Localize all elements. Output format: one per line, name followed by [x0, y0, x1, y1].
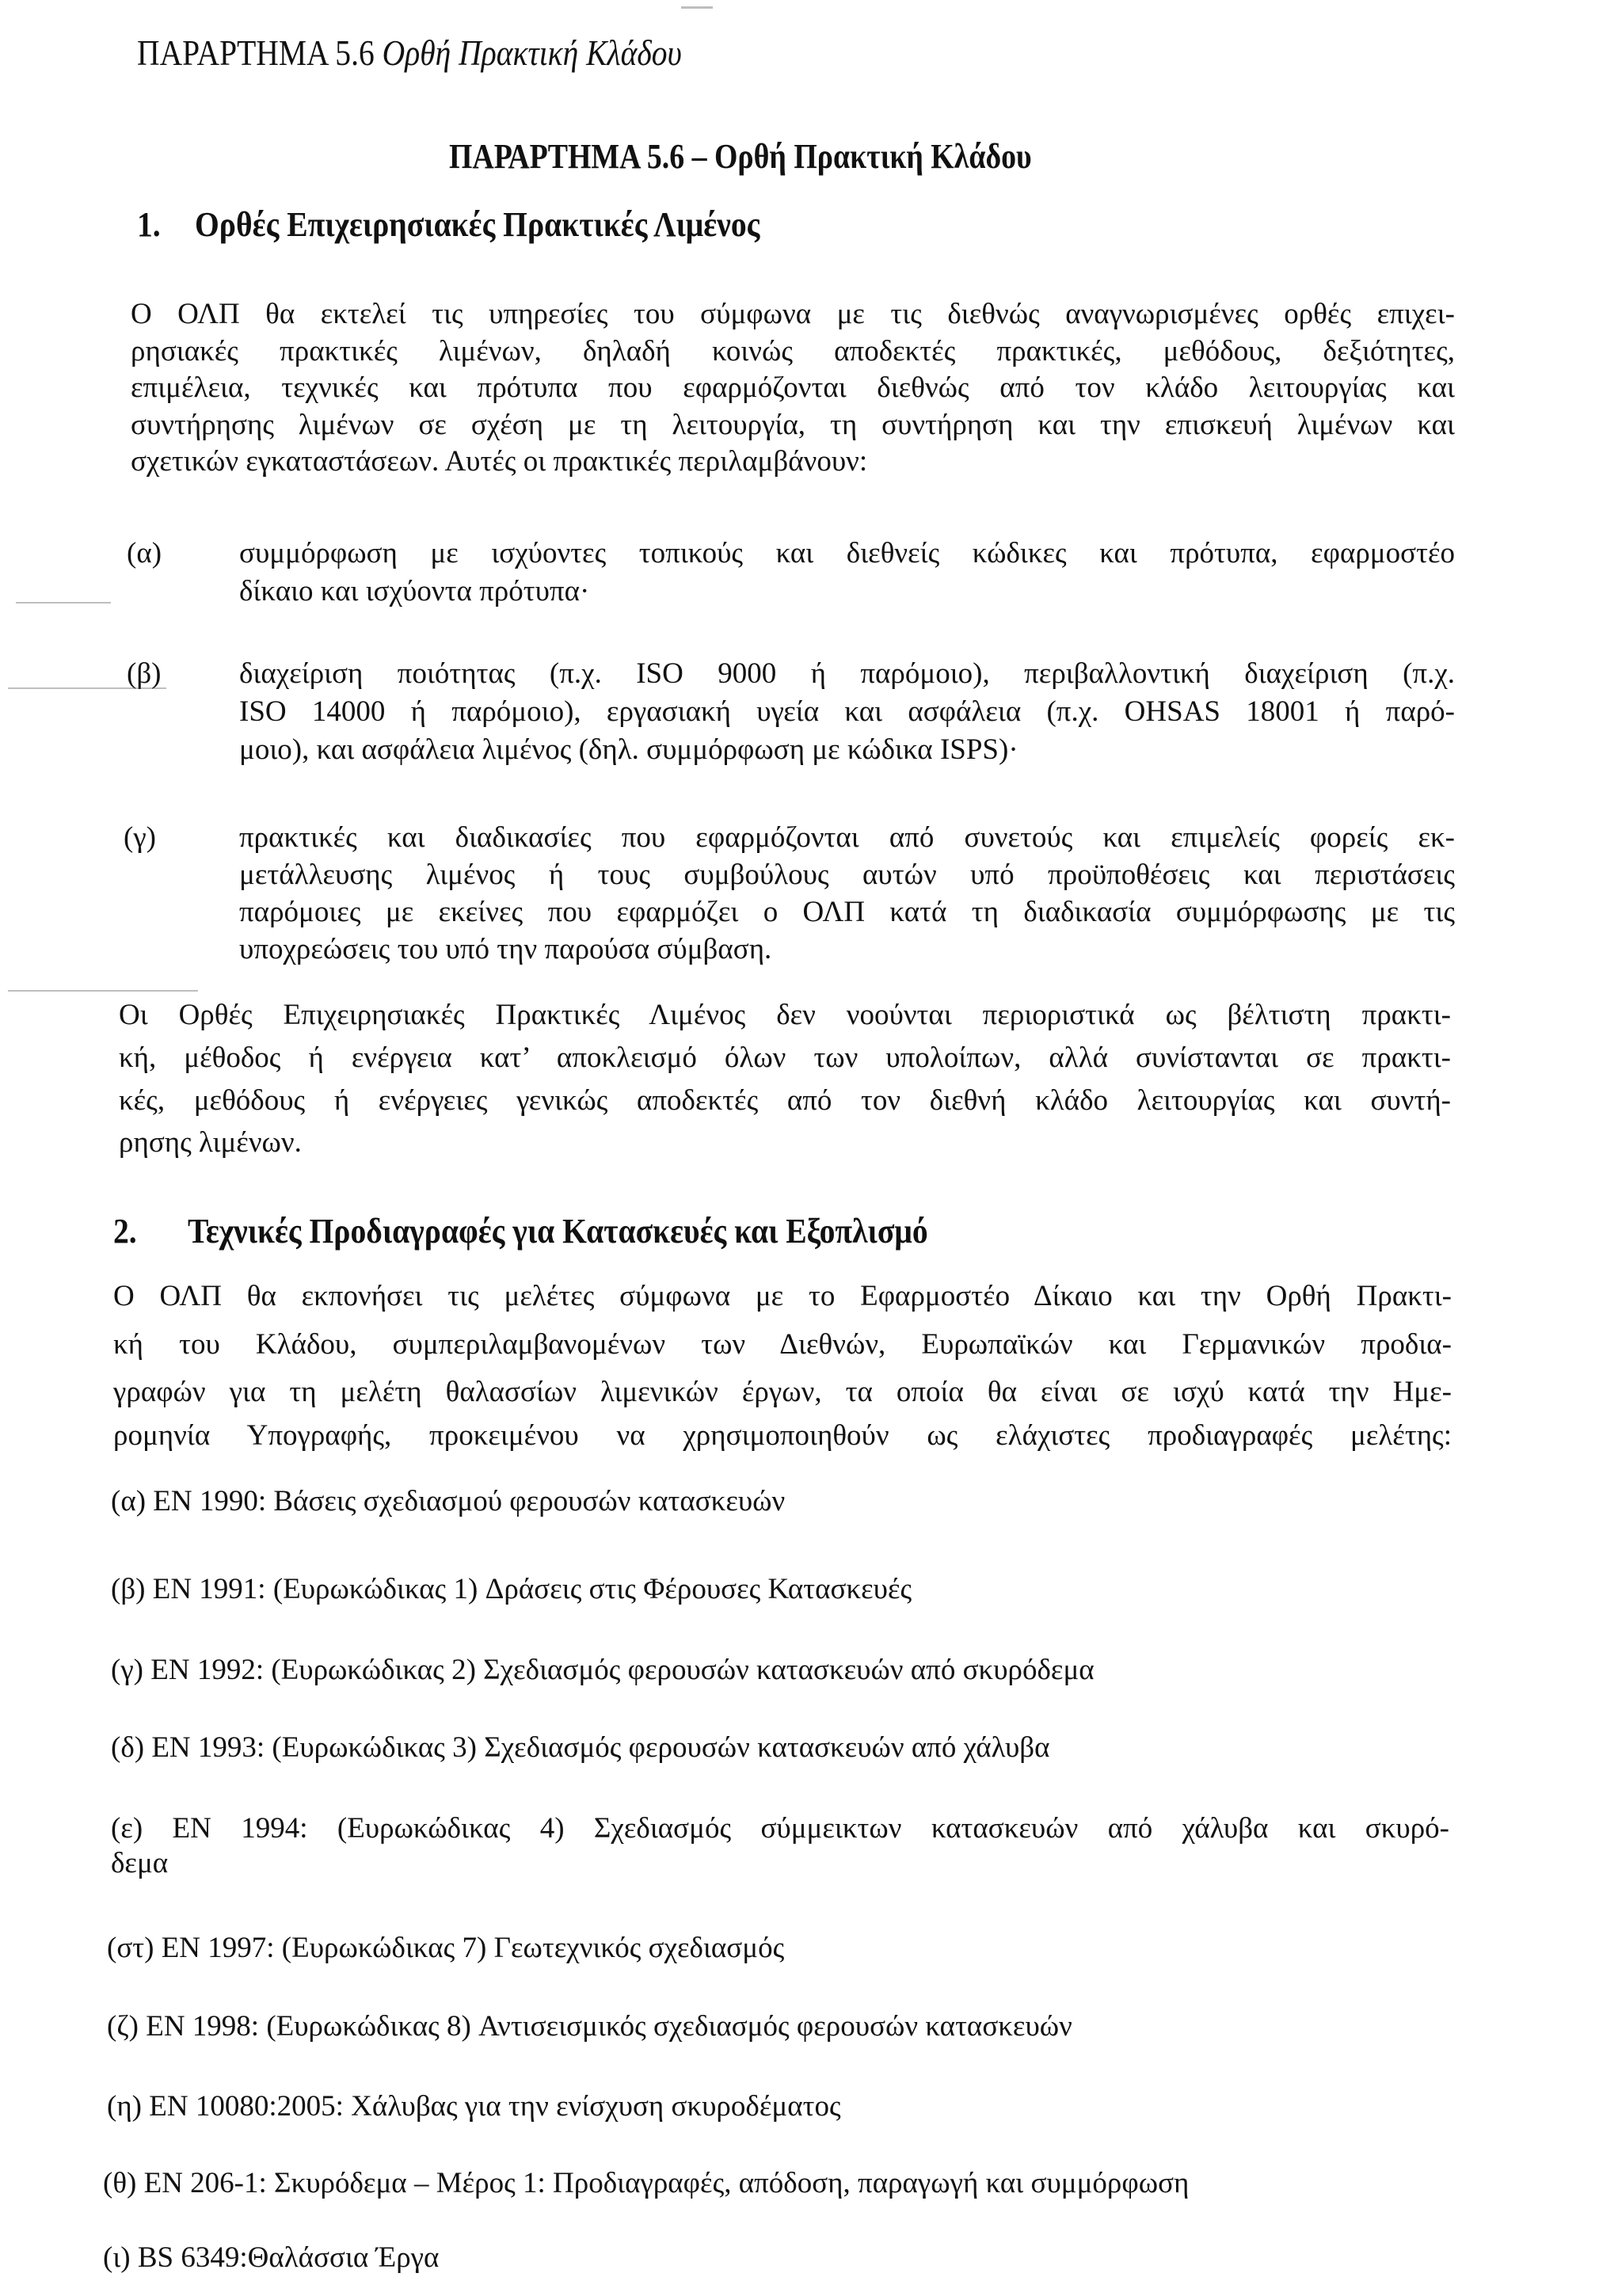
standard-item: (α) EN 1990: Βάσεις σχεδιασμού φερουσών κατασκευών: [111, 1485, 786, 1517]
paragraph-line: Οι Ορθές Επιχειρησιακές Πρακτικές Λιμένος δεν νοούνται περιοριστικά ως βέλτιστη πρακτι-: [119, 999, 1451, 1031]
list-label: (β): [127, 657, 162, 690]
list-line: δίκαιο και ισχύοντα πρότυπα·: [239, 575, 590, 607]
section-1-heading: Ορθές Επιχειρησιακές Πρακτικές Λιμένος: [195, 205, 760, 244]
header-prefix: ΠΑΡΑΡΤΗΜΑ 5.6: [137, 32, 375, 73]
list-line: παρόμοιες με εκείνες που εφαρμόζει ο ΟΛΠ κατά τη διαδικασία συμμόρφωσης με τις: [239, 896, 1455, 928]
list-line: πρακτικές και διαδικασίες που εφαρμόζονται από συνετούς και επιμελείς φορείς εκ-: [239, 821, 1455, 854]
standard-item: (β) EN 1991: (Ευρωκώδικας 1) Δράσεις στις Φέρουσες Κατασκευές: [111, 1573, 912, 1605]
list-line: ISO 14000 ή παρόμοιο), εργασιακή υγεία και ασφάλεια (π.χ. OHSAS 18001 ή παρό-: [239, 695, 1455, 728]
list-line: συμμόρφωση με ισχύοντες τοπικούς και διεθνείς κώδικες και πρότυπα, εφαρμοστέο: [239, 537, 1455, 569]
paragraph-line: Ο ΟΛΠ θα εκτελεί τις υπηρεσίες του σύμφωνα με τις διεθνώς αναγνωρισμένες ορθές επιχει-: [131, 298, 1455, 330]
paragraph-line: σχετικών εγκαταστάσεων. Αυτές οι πρακτικές περιλαμβάνουν:: [131, 445, 868, 478]
paragraph-line: ρησιακές πρακτικές λιμένων, δηλαδή κοινώς αποδεκτές πρακτικές, μεθόδους, δεξιότητες,: [131, 335, 1455, 367]
standard-item: (θ) EN 206-1: Σκυρόδεμα – Μέρος 1: Προδιαγραφές, απόδοση, παραγωγή και συμμόρφωση: [103, 2167, 1190, 2199]
page-title: ΠΑΡΑΡΤΗΜΑ 5.6 – Ορθή Πρακτική Κλάδου: [449, 137, 1032, 176]
paragraph-line: ρομηνία Υπογραφής, προκειμένου να χρησιμοποιηθούν ως ελάχιστες προδιαγραφές μελέτης:: [113, 1419, 1452, 1452]
list-line: μετάλλευσης λιμένος ή τους συμβούλους αυτών υπό προϋποθέσεις και περιστάσεις: [239, 859, 1455, 891]
list-line: διαχείριση ποιότητας (π.χ. ISO 9000 ή παρόμοιο), περιβαλλοντική διαχείριση (π.χ.: [239, 657, 1455, 690]
paragraph-line: κές, μεθόδους ή ενέργειες γενικώς αποδεκτές από τον διεθνή κλάδο λειτουργίας και συντή-: [119, 1084, 1451, 1117]
scan-noise: [681, 6, 713, 9]
list-label: (γ): [124, 821, 156, 854]
paragraph-line: ρησης λιμένων.: [119, 1126, 302, 1159]
paragraph-line: κή του Κλάδου, συμπεριλαμβανομένων των Διεθνών, Ευρωπαϊκών και Γερμανικών προδια-: [113, 1328, 1452, 1361]
section-2-heading: Τεχνικές Προδιαγραφές για Κατασκευές και Εξοπλισμό: [188, 1212, 928, 1251]
running-header: [137, 32, 682, 73]
standard-item: (γ) EN 1992: (Ευρωκώδικας 2) Σχεδιασμός φερουσών κατασκευών από σκυρόδεμα: [111, 1654, 1095, 1686]
standard-item-continuation: δεμα: [111, 1847, 169, 1879]
standard-item: (ι) BS 6349:Θαλάσσια Έργα: [103, 2241, 440, 2274]
scan-noise: [8, 990, 198, 992]
scan-noise: [16, 602, 111, 604]
standard-item: (η) EN 10080:2005: Χάλυβας για την ενίσχυση σκυροδέματος: [107, 2090, 841, 2123]
list-label: (α): [127, 537, 162, 569]
paragraph-line: Ο ΟΛΠ θα εκπονήσει τις μελέτες σύμφωνα με το Εφαρμοστέο Δίκαιο και την Ορθή Πρακτι-: [113, 1280, 1452, 1312]
paragraph-line: επιμέλεια, τεχνικές και πρότυπα που εφαρμόζονται διεθνώς από τον κλάδο λειτουργίας και: [131, 371, 1455, 404]
list-line: μοιο), και ασφάλεια λιμένος (δηλ. συμμόρφωση με κώδικα ISPS)·: [239, 733, 1018, 766]
section-1-number: 1.: [137, 205, 161, 244]
list-line: υποχρεώσεις του υπό την παρούσα σύμβαση.: [239, 933, 772, 965]
standard-item: (δ) EN 1993: (Ευρωκώδικας 3) Σχεδιασμός φερουσών κατασκευών από χάλυβα: [111, 1731, 1050, 1764]
paragraph-line: γραφών για τη μελέτη θαλασσίων λιμενικών έργων, τα οποία θα είναι σε ισχύ κατά την Ημε-: [113, 1376, 1452, 1408]
scan-noise: [8, 687, 166, 689]
section-2-number: 2.: [113, 1212, 137, 1251]
standard-item: (ζ) EN 1998: (Ευρωκώδικας 8) Αντισεισμικός σχεδιασμός φερουσών κατασκευών: [107, 2010, 1072, 2043]
standard-item: (ε) EN 1994: (Ευρωκώδικας 4) Σχεδιασμός σύμμεικτων κατασκευών από χάλυβα και σκυρό-: [111, 1812, 1449, 1845]
paragraph-line: συντήρησης λιμένων σε σχέση με τη λειτουργία, τη συντήρηση και την επισκευή λιμένων και: [131, 409, 1455, 441]
paragraph-line: κή, μέθοδος ή ενέργεια κατ’ αποκλεισμό όλων των υπολοίπων, αλλά συνίστανται σε πρακτι-: [119, 1041, 1451, 1074]
header-italic: Ορθή Πρακτική Κλάδου: [382, 32, 682, 73]
standard-item: (στ) EN 1997: (Ευρωκώδικας 7) Γεωτεχνικός σχεδιασμός: [107, 1932, 785, 1964]
